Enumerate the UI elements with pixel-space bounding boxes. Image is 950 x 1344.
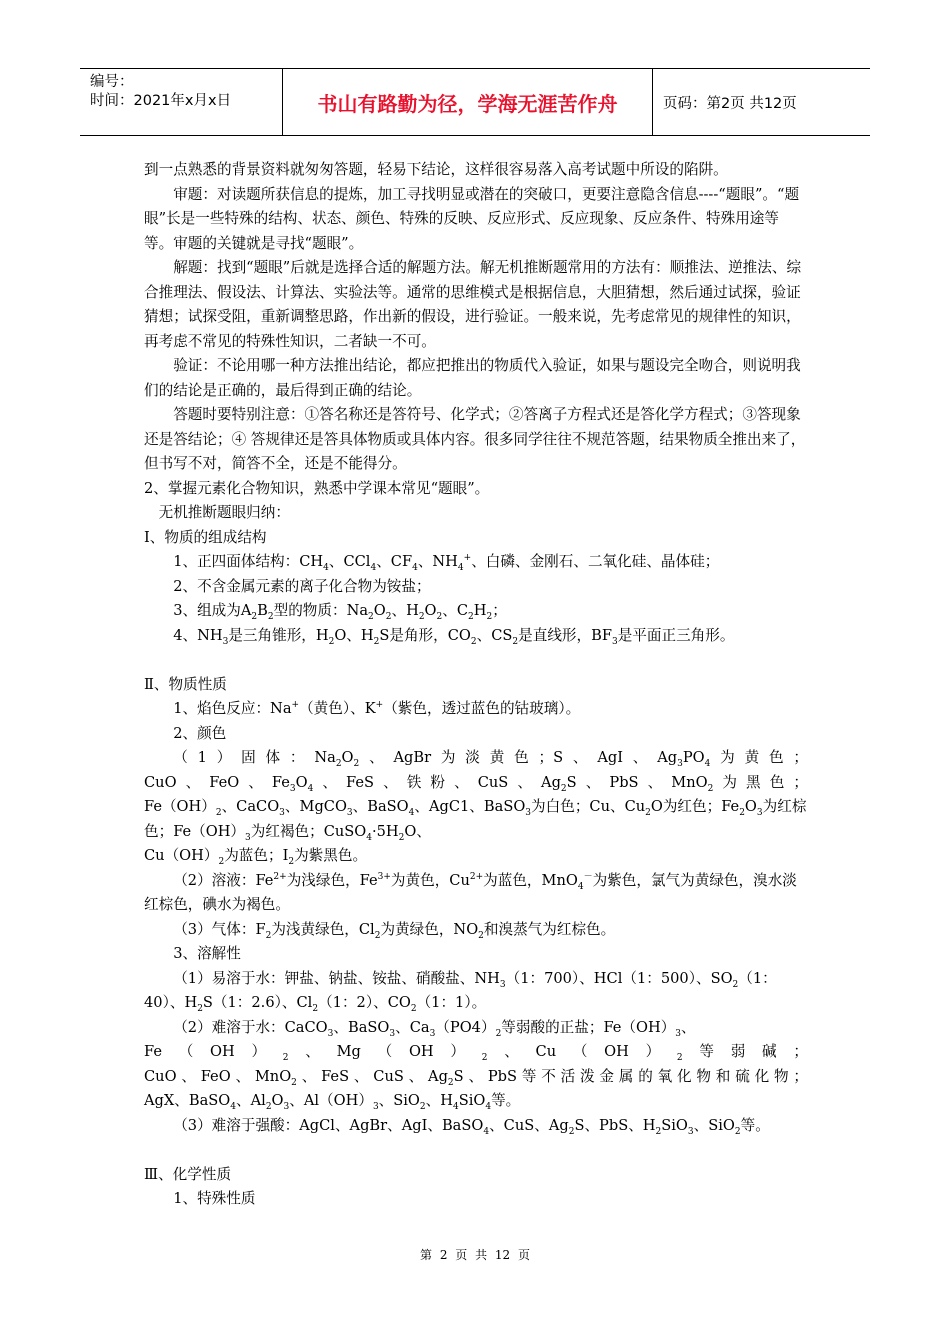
paragraph: $Cu(OH)_2$为蓝色；$I_2$为紫黑色。	[144, 847, 368, 867]
document-body	[144, 158, 808, 1212]
list-item: 3、组成为$A_2B_2$型的物质：$Na_2O_2$、$H_2O_2$、$C_2H_2$；	[173, 602, 507, 622]
list-item-label: 1、焰色反应：	[173, 700, 271, 717]
paragraph: 2、掌握元素化合物知识，熟悉中学课本常见“题眼”。	[144, 479, 490, 497]
section-heading: I、物质的组成结构	[144, 528, 267, 546]
paragraph: （3）气体：$F_2$为浅黄绿色，$Cl_2$为黄绿色，$NO_2$和溴蒸气为红棕色。	[173, 920, 616, 941]
paragraph: 解题：找到“题眼”后就是选择合适的解题方法。解无机推断题常用的方法有：顺推法、逆推法、综合推理法、假设法、计算法、实验法等。通常的思维模式是根据信息，大胆猜想，然后通过试探，验证猜想；试探受阻，重新调整思路，作出新的假设，进行验证。一般来说，先考虑常见的规律性的知识，再考虑不常见的特殊性知识，二者缺一不可。	[144, 259, 802, 350]
list-item: 3、溶解性	[173, 945, 241, 962]
section-heading: Ⅱ、物质性质	[144, 675, 227, 693]
doc-date: 时间：2021年x月x日	[90, 93, 232, 109]
paragraph: 验证：不论用哪一种方法推出结论，都应把推出的物质代入验证，如果与题设完全吻合，则说明我们的结论是正确的，最后得到正确的结论。	[144, 357, 801, 399]
page-footer: 第 2 页 共 12 页	[420, 1248, 530, 1262]
paragraph: 审题：对读题所获信息的提炼，加工寻找明显或潜在的突破口，更要注意隐含信息----“题眼”。“题眼”长是一些特殊的结构、状态、颜色、特殊的反映、反应形式、反应现象、反应条件、特殊用途等等。审题的关键就是寻找“题眼”。	[144, 185, 800, 252]
paragraph: 无机推断题眼归纳：	[158, 504, 290, 521]
paragraph: $Fe(OH)_2$、CaCO$_3$、MgCO$_3$、BaSO$_4$、AgC1、BaSO$_3$为白色；Cu、$Cu_2O$为红色；$Fe_2O_3$为红棕色；$Fe(OH)_3$为红褐色；$CuSO_4\cdot 5H_2O$、	[144, 798, 807, 843]
list-item: 1、特殊性质	[173, 1190, 256, 1207]
paragraph: $Fe(OH)_2$、$Mg(OH)_2$、$Cu(OH)_2$等弱碱；	[144, 1043, 808, 1063]
paragraph: CuO、FeO、$Fe_3O_4$、FeS、铁粉、CuS、$Ag_2S$、PbS、MnO$_2$为黑色；	[144, 773, 808, 794]
paragraph: （1）固体：$Na_2O_2$、AgBr为淡黄色；S、AgI、$Ag_3PO_4$为黄色；	[173, 749, 808, 769]
paragraph: （1）易溶于水：钾盐、钠盐、铵盐、硝酸盐、$NH_3(1$：700）、HCl（1：500）、$SO_2(1$：40）、$H_2S(1$：2.6）、$Cl_2(1$：2）、$CO_2(1$：1）。	[144, 969, 777, 1014]
paragraph: （2）难溶于水：CaCO$_3$、BaSO$_3$、$Ca_3(PO4)_2$等弱酸的正盐；$Fe(OH)_3$、	[173, 1018, 696, 1039]
paragraph: 答题时要特别注意：①答名称还是答符号、化学式；②答离子方程式还是答化学方程式；③答现象还是答结论；④ 答规律还是答具体物质或具体内容。很多同学往往不规范答题，结果物质全推出来了，但书写不对，简答不全，还是不能得分。	[144, 406, 806, 472]
list-item: 1、焰色反应：Na+（黄色）、K+（紫色，透过蓝色的钴玻璃）。	[173, 700, 581, 717]
header-meta	[80, 69, 282, 135]
list-item: 2、颜色	[173, 724, 227, 742]
paragraph: AgX、BaSO$_4$、$Al_2O_3$、$Al(OH)_3$、SiO$_2$、$H_4SiO_4$等。	[144, 1092, 521, 1112]
list-item: 2、不含金属元素的离子化合物为铵盐；	[173, 577, 431, 595]
header-motto: 书山有路勤为径，学海无涯苦作舟	[282, 69, 653, 135]
page-header	[80, 68, 870, 136]
doc-code-label: 编号：	[90, 74, 134, 90]
paragraph: （3）难溶于强酸：AgCl、AgBr、AgI、BaSO$_4$、CuS、$Ag_2S$、PbS、$H_2SiO_3$、SiO$_2$等。	[173, 1116, 770, 1137]
list-item: 4、$NH_3$是三角锥形，$H_2O$、$H_2S$是角形，$CO_2$、$CS_2$是直线形，$BF_3$是平面正三角形。	[173, 626, 735, 647]
spacer	[144, 1138, 808, 1163]
paragraph: CuO、FeO、MnO$_2$、FeS、CuS、$Ag_2S$、PbS等不活泼金属的氧化物和硫化物；	[144, 1067, 808, 1088]
paragraph: 到一点熟悉的背景资料就匆匆答题，轻易下结论，这样很容易落入高考试题中所设的陷阱。	[144, 161, 728, 178]
spacer	[144, 648, 808, 673]
paragraph: （2）溶液：$Fe^{2+}$为浅绿色，$Fe^{3+}$为黄色，$Cu^{2+}$为蓝色，MnO$_4$－为紫色，氯气为黄绿色，溴水淡红棕色，碘水为褐色。	[144, 871, 797, 913]
list-item: 1、正四面体结构：$CH_4$、CCl$_4$、$CF_4$、$NH_4^+$、白磷、金刚石、二氧化硅、晶体硅；	[173, 553, 720, 573]
section-heading: Ⅲ、化学性质	[144, 1165, 232, 1183]
header-page-info: 页码：第2页 共12页	[663, 95, 797, 112]
